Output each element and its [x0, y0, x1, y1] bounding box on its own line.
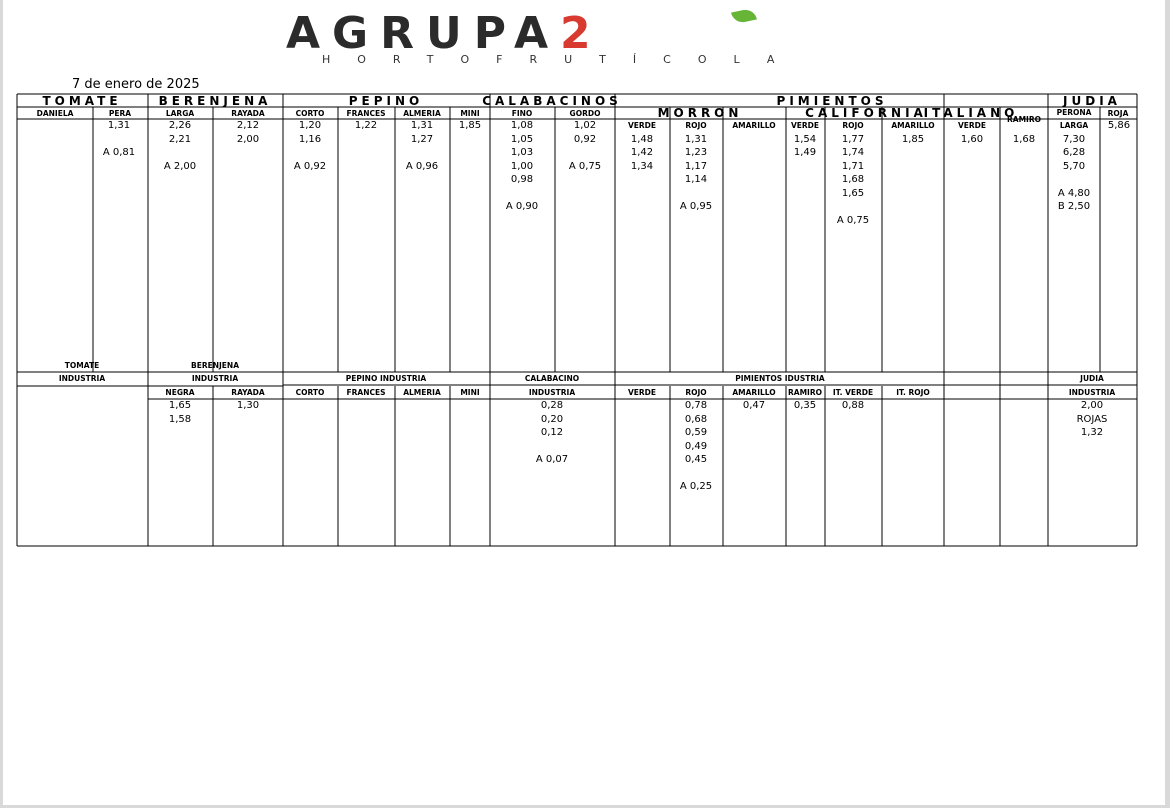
value-corto: A 0,92	[293, 160, 327, 172]
value-fino: 1,08	[510, 120, 534, 131]
value-almeria: A 0,96	[405, 160, 439, 172]
industria-value-negra: 1,65	[168, 400, 192, 411]
industria-pepino: PEPINO INDUSTRIA	[345, 374, 427, 383]
value-c-rojo: 1,71	[841, 160, 865, 172]
value-m-verde: 1,34	[630, 160, 654, 172]
industria-col-corto: CORTO	[295, 388, 325, 397]
industria-value-judia: ROJAS	[1076, 413, 1108, 425]
value-i-verde: 1,60	[960, 133, 984, 145]
industria-tomate-sub: INDUSTRIA	[58, 374, 106, 383]
industria-col-amarillo: AMARILLO	[732, 388, 776, 397]
industria-col-rayada: RAYADA	[231, 388, 265, 397]
subgroup-italiano: ITALIANO	[923, 106, 1019, 120]
col-morron-rojo: ROJO	[685, 121, 707, 130]
col-morron-amarillo: AMARILLO	[732, 121, 776, 130]
industria-value-rayada: 1,30	[236, 400, 260, 411]
industria-judia: JUDIA	[1080, 374, 1104, 383]
value-m-rojo: 1,14	[684, 174, 708, 185]
industria-value-rojo: 0,78	[684, 400, 708, 411]
col-larga: LARGA	[165, 109, 195, 118]
value-gordo: A 0,75	[568, 160, 602, 172]
group-pimientos: PIMIENTOS	[776, 94, 888, 108]
industria-calabacino-sub: INDUSTRIA	[528, 388, 576, 397]
industria-col-mini: MINI	[460, 388, 480, 397]
industria-berenjena-sub: INDUSTRIA	[191, 374, 239, 383]
value-fino: A 0,90	[505, 201, 539, 212]
document-date: 7 de enero de 2025	[72, 77, 200, 92]
value-gordo: 0,92	[573, 133, 597, 145]
col-perona-larga: LARGA	[1059, 121, 1089, 130]
value-almeria: 1,27	[410, 133, 434, 145]
value-c-rojo: 1,68	[841, 174, 865, 185]
value-fino: 1,00	[510, 160, 534, 172]
value-gordo: 1,02	[573, 120, 597, 131]
col-pera: PERA	[108, 109, 132, 118]
value-mini: 1,85	[458, 120, 482, 131]
value-m-verde: 1,42	[630, 147, 654, 158]
value-fino: 1,05	[510, 133, 534, 145]
value-c-rojo: 1,77	[841, 133, 865, 145]
value-m-rojo: 1,23	[684, 147, 708, 158]
col-fino: FINO	[511, 109, 533, 118]
value-larga: 2,21	[168, 133, 192, 145]
group-pepino: PEPINO	[348, 94, 424, 108]
logo-subtitle: HORTOFRUTÍCOLA	[322, 53, 802, 66]
value-perona: A 4,80	[1057, 187, 1091, 199]
industria-value-calabacino: A 0,07	[535, 454, 569, 465]
industria-value-amarillo: 0,47	[742, 400, 766, 411]
value-c-verde: 1,49	[793, 147, 817, 158]
subgroup-morron: MORRON	[657, 106, 743, 120]
industria-judia-sub: INDUSTRIA	[1068, 388, 1116, 397]
industria-value-ramiro: 0,35	[793, 400, 817, 411]
value-larga: A 2,00	[163, 160, 197, 172]
industria-value-rojo: 0,49	[684, 440, 708, 452]
group-judia: JUDIA	[1063, 94, 1121, 108]
value-rayada: 2,00	[236, 133, 260, 145]
col-ramiro: RAMIRO	[1007, 115, 1041, 124]
industria-value-rojo: 0,59	[684, 427, 708, 438]
col-corto: CORTO	[295, 109, 325, 118]
value-c-verde: 1,54	[793, 133, 817, 145]
industria-value-calabacino: 0,28	[540, 400, 564, 411]
industria-value-rojo: 0,45	[684, 454, 708, 465]
value-corto: 1,16	[298, 133, 322, 145]
industria-tomate: TOMATE	[64, 361, 100, 370]
industria-value-judia: 1,32	[1080, 427, 1104, 438]
value-c-rojo: 1,74	[841, 147, 865, 158]
value-roja: 5,86	[1107, 120, 1131, 131]
col-gordo: GORDO	[569, 109, 601, 118]
col-california-rojo: ROJO	[842, 121, 864, 130]
col-california-verde: VERDE	[790, 121, 820, 130]
value-fino: 1,03	[510, 147, 534, 158]
group-calabacinos: CALABACINOS	[482, 94, 622, 108]
value-corto: 1,20	[298, 120, 322, 131]
industria-pimientos: PIMIENTOS IDUSTRIA	[735, 374, 825, 383]
value-perona: 6,28	[1062, 147, 1086, 158]
value-ramiro: 1,68	[1012, 133, 1036, 145]
col-mini: MINI	[460, 109, 480, 118]
col-frances: FRANCES	[346, 109, 386, 118]
industria-value-it-verde: 0,88	[841, 400, 865, 411]
value-perona: 5,70	[1062, 160, 1086, 172]
col-italiano-verde: VERDE	[957, 121, 987, 130]
value-almeria: 1,31	[410, 120, 434, 131]
industria-col-almeria: ALMERIA	[403, 388, 441, 397]
industria-berenjena: BERENJENA	[190, 361, 240, 370]
value-pera: 1,31	[107, 120, 131, 131]
industria-col-rojo: ROJO	[685, 388, 707, 397]
value-m-rojo: 1,31	[684, 133, 708, 145]
value-c-amarillo: 1,85	[901, 133, 925, 145]
logo-wordmark: AGRUPA2	[286, 8, 603, 59]
value-perona: 7,30	[1062, 133, 1086, 145]
subgroup-california: CALIFORNIA	[805, 106, 927, 120]
value-m-rojo: A 0,95	[679, 201, 713, 212]
value-m-rojo: 1,17	[684, 160, 708, 172]
industria-value-calabacino: 0,20	[540, 413, 564, 425]
industria-col-frances: FRANCES	[346, 388, 386, 397]
industria-col-negra: NEGRA	[165, 388, 195, 397]
industria-value-calabacino: 0,12	[540, 427, 564, 438]
industria-col-ramiro: RAMIRO	[788, 388, 822, 397]
col-rayada: RAYADA	[231, 109, 265, 118]
industria-col-verde: VERDE	[627, 388, 657, 397]
industria-col-it-rojo: IT. ROJO	[896, 388, 930, 397]
value-c-rojo: A 0,75	[836, 214, 870, 226]
value-pera: A 0,81	[102, 147, 136, 158]
value-larga: 2,26	[168, 120, 192, 131]
industria-value-rojo: 0,68	[684, 413, 708, 425]
col-daniela: DANIELA	[36, 109, 74, 118]
value-c-rojo: 1,65	[841, 187, 865, 199]
industria-value-judia: 2,00	[1080, 400, 1104, 411]
value-m-verde: 1,48	[630, 133, 654, 145]
industria-calabacino: CALABACINO	[524, 374, 580, 383]
col-almeria: ALMERIA	[403, 109, 441, 118]
col-perona: PERONA	[1056, 108, 1092, 117]
value-rayada: 2,12	[236, 120, 260, 131]
col-morron-verde: VERDE	[627, 121, 657, 130]
group-tomate: TOMATE	[42, 94, 122, 108]
value-frances: 1,22	[354, 120, 378, 131]
group-berenjena: BERENJENA	[158, 94, 272, 108]
col-california-amarillo: AMARILLO	[891, 121, 935, 130]
industria-value-rojo: A 0,25	[679, 481, 713, 492]
industria-col-it-verde: IT. VERDE	[832, 388, 874, 397]
industria-value-negra: 1,58	[168, 413, 192, 425]
col-roja: ROJA	[1107, 109, 1129, 118]
value-perona: B 2,50	[1057, 201, 1091, 212]
value-fino: 0,98	[510, 174, 534, 185]
